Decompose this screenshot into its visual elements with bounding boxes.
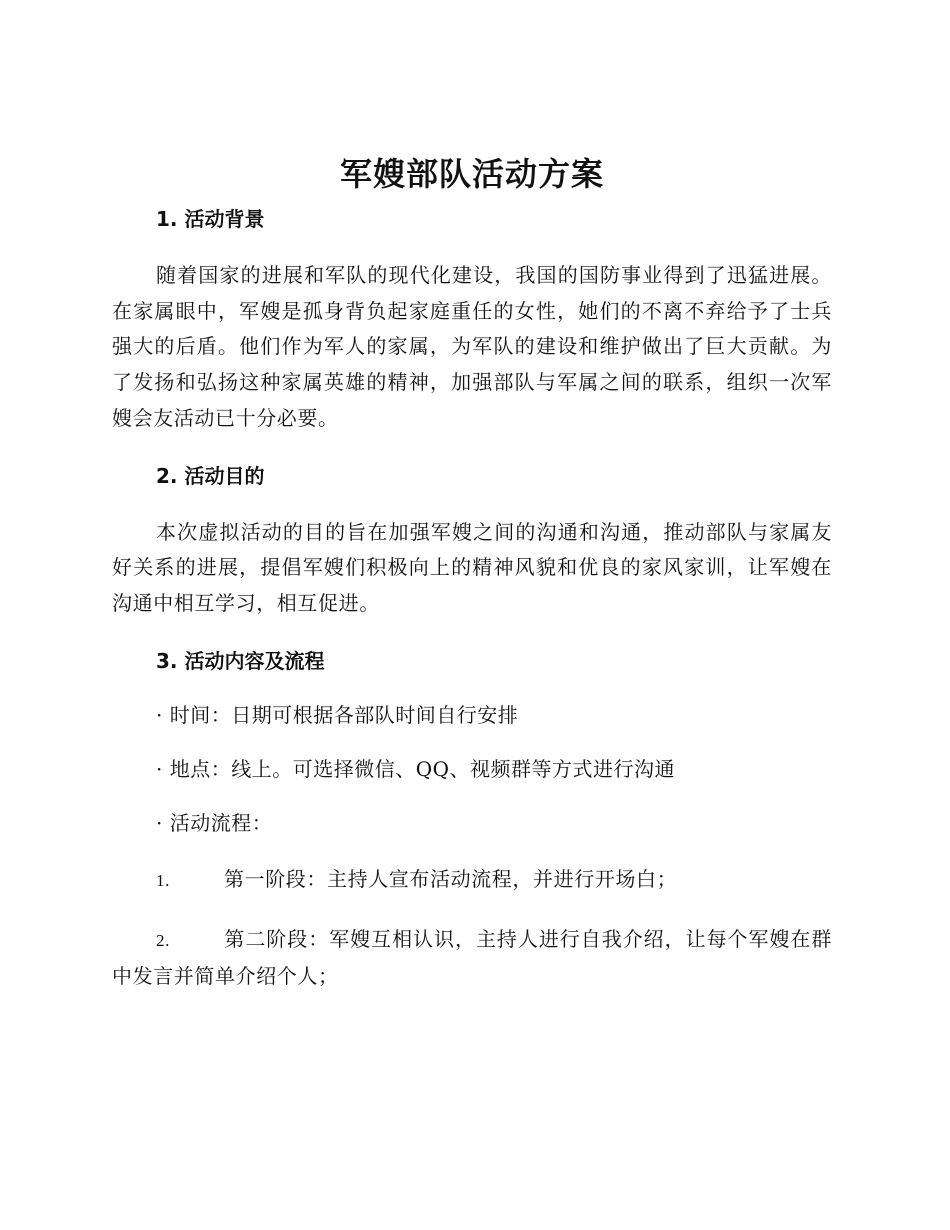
background-paragraph: 随着国家的进展和军队的现代化建设，我国的国防事业得到了迅猛进展。在家属眼中，军嫂是孤身背负起家庭重任的女性，她们的不离不弃给予了士兵强大的后盾。他们作为军人的家属，为军队的建设和维护做出了巨大贡献。为了发扬和弘扬这种家属英雄的精神，加强部队与军属之间的联系，组织一次军嫂会友活动已十分必要。: [112, 263, 832, 430]
step-number: 2.: [156, 931, 170, 951]
step-text: 第一阶段：主持人宣布活动流程，并进行开场白；: [224, 866, 678, 891]
step-number: 1.: [156, 870, 170, 890]
step-item-1: [112, 862, 832, 899]
step-item-2: [112, 922, 832, 994]
section-heading-purpose: 2. 活动目的: [156, 463, 265, 488]
section-content-flow: [112, 646, 832, 995]
list-item-location: · 地点：线上。可选择微信、QQ、视频群等方式进行沟通: [156, 756, 676, 781]
section-heading-content-flow: 3. 活动内容及流程: [156, 648, 325, 673]
section-heading-background: 1. 活动背景: [156, 207, 265, 231]
document-title: 军嫂部队活动方案: [339, 155, 604, 193]
section-purpose: [112, 461, 832, 622]
step-text: 第二阶段：军嫂互相认识，主持人进行自我介绍，让每个军嫂在群中发言并简单介绍个人；: [112, 927, 832, 989]
document-page: [112, 148, 832, 1019]
purpose-paragraph: 本次虚拟活动的目的旨在加强军嫂之间的沟通和沟通，推动部队与家属友好关系的进展，提倡军嫂们积极向上的精神风貌和优良的家风家训，让军嫂在沟通中相互学习，相互促进。: [112, 519, 832, 615]
section-background: [112, 204, 832, 437]
list-item-time: · 时间：日期可根据各部队时间自行安排: [156, 702, 519, 727]
list-item-flow: · 活动流程：: [156, 810, 273, 835]
